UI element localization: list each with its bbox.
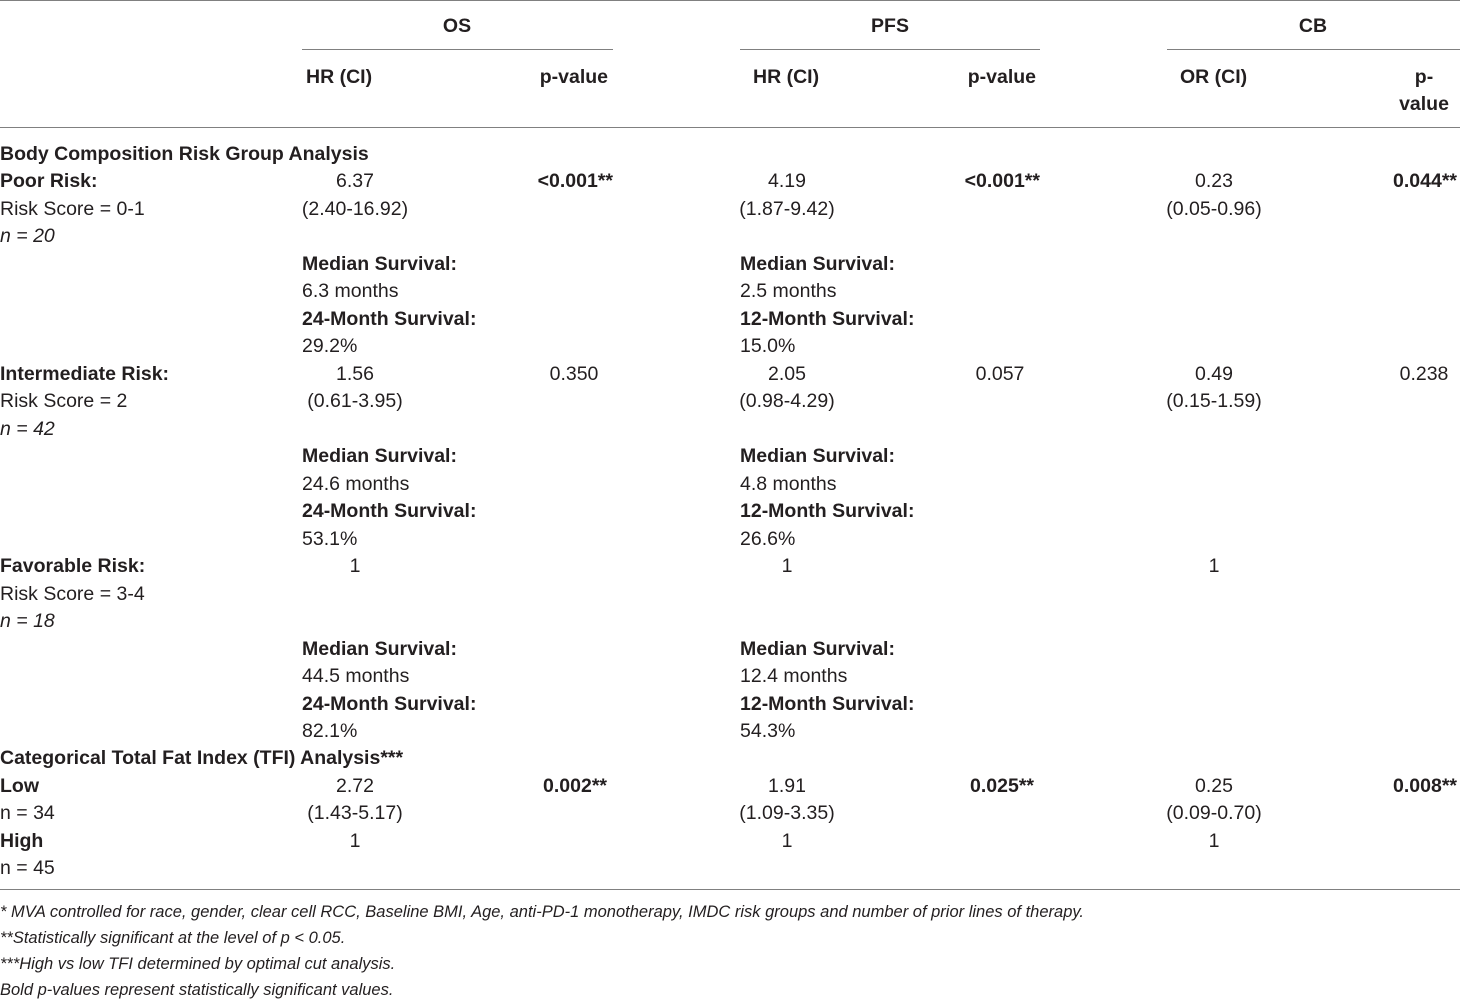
intermediate-pfs-12m-label: 12-Month Survival: (740, 500, 915, 522)
favorable-pfs-median-value: 12.4 months (740, 665, 848, 687)
poor-os-24m-label: 24-Month Survival: (302, 308, 477, 330)
top-rule (0, 0, 1460, 1)
header-cb-or: OR (CI) (1180, 66, 1248, 88)
footnote-bold-pvalues: Bold p-values represent statistically significant values. (0, 981, 394, 999)
header-os-pvalue: p-value (539, 66, 608, 88)
poor-pfs-hr: 4.19 (768, 170, 806, 192)
pfs-group-rule (740, 49, 1040, 50)
intermediate-risk-score: Risk Score = 2 (0, 390, 128, 412)
header-bottom-rule (0, 127, 1460, 128)
header-os-hr: HR (CI) (306, 66, 373, 88)
footnote-mva: * MVA controlled for race, gender, clear cell RCC, Baseline BMI, Age, anti-PD-1 monotherapy, IMDC risk groups and number of prior lines of therapy. (0, 903, 1084, 921)
intermediate-os-24m-value: 53.1% (302, 528, 358, 550)
poor-risk-label: Poor Risk: (0, 170, 98, 192)
low-tfi-n: n = 34 (0, 802, 55, 824)
section-title-bcrg: Body Composition Risk Group Analysis (0, 143, 369, 165)
favorable-pfs-median-label: Median Survival: (740, 638, 895, 660)
poor-pfs-pvalue: <0.001** (964, 170, 1040, 192)
cb-group-rule (1167, 49, 1460, 50)
low-pfs-ci: (1.09-3.35) (739, 802, 835, 824)
high-tfi-label: High (0, 830, 44, 852)
intermediate-os-24m-label: 24-Month Survival: (302, 500, 477, 522)
section-title-tfi: Categorical Total Fat Index (TFI) Analysis*** (0, 747, 404, 769)
intermediate-risk-label: Intermediate Risk: (0, 363, 170, 385)
poor-os-median-value: 6.3 months (302, 280, 399, 302)
high-os-hr: 1 (349, 830, 361, 852)
intermediate-os-hr: 1.56 (336, 363, 374, 385)
header-cb-pvalue-line1: p- (1414, 66, 1434, 88)
poor-os-median-label: Median Survival: (302, 253, 457, 275)
intermediate-cb-or: 0.49 (1195, 363, 1233, 385)
os-group-rule (302, 49, 613, 50)
poor-cb-or: 0.23 (1195, 170, 1233, 192)
intermediate-os-median-label: Median Survival: (302, 445, 457, 467)
favorable-os-24m-label: 24-Month Survival: (302, 693, 477, 715)
low-tfi-label: Low (0, 775, 39, 797)
favorable-os-median-value: 44.5 months (302, 665, 410, 687)
favorable-cb-or: 1 (1208, 555, 1220, 577)
poor-pfs-12m-value: 15.0% (740, 335, 796, 357)
low-pfs-pvalue: 0.025** (970, 775, 1034, 797)
low-os-pvalue: 0.002** (543, 775, 607, 797)
intermediate-os-pvalue: 0.350 (549, 363, 599, 385)
intermediate-pfs-pvalue: 0.057 (975, 363, 1025, 385)
favorable-os-hr: 1 (349, 555, 361, 577)
poor-risk-score: Risk Score = 0-1 (0, 198, 145, 220)
poor-os-pvalue: <0.001** (537, 170, 613, 192)
table-bottom-rule (0, 889, 1460, 890)
favorable-risk-score: Risk Score = 3-4 (0, 583, 145, 605)
favorable-pfs-hr: 1 (781, 555, 793, 577)
high-cb-or: 1 (1208, 830, 1220, 852)
poor-os-24m-value: 29.2% (302, 335, 358, 357)
intermediate-cb-ci: (0.15-1.59) (1166, 390, 1262, 412)
header-pfs-hr: HR (CI) (753, 66, 820, 88)
poor-pfs-ci: (1.87-9.42) (739, 198, 835, 220)
high-tfi-n: n = 45 (0, 857, 55, 879)
header-cb: CB (1298, 15, 1328, 37)
footnote-tfi-cut: ***High vs low TFI determined by optimal cut analysis. (0, 955, 396, 973)
favorable-risk-n: n = 18 (0, 610, 55, 632)
poor-pfs-12m-label: 12-Month Survival: (740, 308, 915, 330)
poor-os-hr: 6.37 (336, 170, 374, 192)
low-cb-pvalue: 0.008** (1393, 775, 1457, 797)
header-os: OS (442, 15, 472, 37)
poor-cb-pvalue: 0.044** (1393, 170, 1457, 192)
intermediate-pfs-hr: 2.05 (768, 363, 806, 385)
low-os-hr: 2.72 (336, 775, 374, 797)
header-pfs-pvalue: p-value (967, 66, 1036, 88)
favorable-os-24m-value: 82.1% (302, 720, 358, 742)
poor-pfs-median-value: 2.5 months (740, 280, 837, 302)
favorable-risk-label: Favorable Risk: (0, 555, 146, 577)
poor-risk-n: n = 20 (0, 225, 55, 247)
intermediate-pfs-ci: (0.98-4.29) (739, 390, 835, 412)
intermediate-risk-n: n = 42 (0, 418, 55, 440)
poor-os-ci: (2.40-16.92) (301, 198, 409, 220)
favorable-pfs-12m-value: 54.3% (740, 720, 796, 742)
favorable-pfs-12m-label: 12-Month Survival: (740, 693, 915, 715)
intermediate-cb-pvalue: 0.238 (1399, 363, 1449, 385)
intermediate-pfs-median-value: 4.8 months (740, 473, 837, 495)
high-pfs-hr: 1 (781, 830, 793, 852)
intermediate-pfs-median-label: Median Survival: (740, 445, 895, 467)
low-cb-or: 0.25 (1195, 775, 1233, 797)
header-pfs: PFS (871, 15, 909, 37)
intermediate-os-median-value: 24.6 months (302, 473, 410, 495)
intermediate-pfs-12m-value: 26.6% (740, 528, 796, 550)
header-cb-pvalue-line2: value (1399, 93, 1449, 115)
low-pfs-hr: 1.91 (768, 775, 806, 797)
poor-pfs-median-label: Median Survival: (740, 253, 895, 275)
low-cb-ci: (0.09-0.70) (1166, 802, 1262, 824)
favorable-os-median-label: Median Survival: (302, 638, 457, 660)
intermediate-os-ci: (0.61-3.95) (307, 390, 403, 412)
low-os-ci: (1.43-5.17) (307, 802, 403, 824)
poor-cb-ci: (0.05-0.96) (1166, 198, 1262, 220)
footnote-significance: **Statistically significant at the level of p < 0.05. (0, 929, 346, 947)
